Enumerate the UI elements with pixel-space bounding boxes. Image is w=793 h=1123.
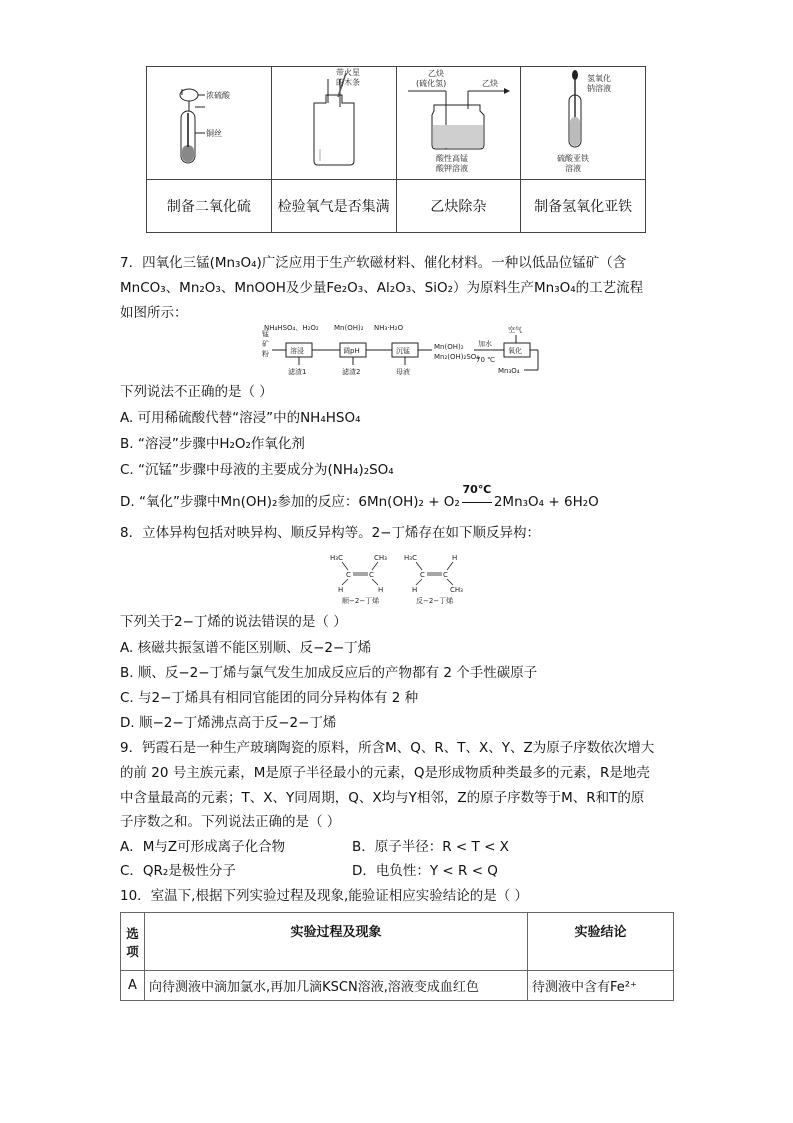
test-tube-dropper-icon [523, 67, 643, 175]
q7-stem: 下列说法不正确的是（ ） [120, 384, 273, 400]
flow-ore-3: 粉 [262, 350, 269, 358]
q7-process-flow-diagram [262, 322, 562, 380]
trans-c2: C [443, 571, 448, 579]
q8-stem: 下列关于2−丁烯的说法错误的是（ ） [120, 614, 347, 630]
apparatus-table [146, 66, 646, 233]
flow-step-precip: 沉锰 [396, 347, 410, 355]
label-naoh-2: 钠溶液 [587, 84, 612, 93]
flow-ore-1: 锰 [262, 330, 269, 338]
q9-option-a: A．M与Z可形成离子化合物 [120, 839, 286, 855]
cis-h1: H [338, 586, 344, 594]
label-feso4-2: 溶液 [565, 164, 582, 173]
trans-h1: H [452, 554, 458, 562]
flow-waste-2: 滤渣2 [342, 368, 361, 376]
label-kmno4-2: 酸钾溶液 [436, 164, 469, 173]
caption-feoh2: 制备氢氧化亚铁 [521, 180, 646, 233]
label-acetylene-in: 乙炔 [428, 69, 445, 78]
q7-line-2: MnCO₃、Mn₂O₃、MnOOH及少量Fe₂O₃、Al₂O₃、SiO₂）为原料生产Mn₃O₄的工艺流程 [120, 280, 644, 296]
flow-waste-1: 滤渣1 [288, 368, 307, 376]
label-stick-1: 带火星 [335, 68, 360, 77]
label-stick-2: 的木条 [335, 78, 360, 87]
apparatus-feoh2-cell [521, 67, 646, 180]
q9-option-c: C．QR₂是极性分子 [120, 863, 236, 879]
apparatus-so2-cell [147, 67, 272, 180]
q10-header-process: 实验过程及现象 [145, 913, 528, 971]
q10-header-option: 选项 [121, 913, 145, 971]
q10-header-row [121, 913, 674, 971]
gas-washing-bottle-icon [398, 67, 518, 175]
q7-option-d-arrow [460, 483, 494, 512]
q7-option-b: B. “溶浸”步骤中H₂O₂作氧化剂 [120, 436, 305, 452]
label-kmno4-1: 酸性高锰 [436, 154, 469, 163]
q9-line-2: 的前 20 号主族元素，M是原子半径最小的元素，Q是形成物质种类最多的元素，R是地壳 [120, 765, 650, 781]
label-h2s: (硫化氢) [416, 79, 447, 88]
flow-ore-2: 矿 [262, 340, 269, 348]
q9-option-d: D．电负性：Y < R < Q [352, 863, 498, 879]
q10-line-1: 10．室温下,根据下列实验过程及现象,能验证相应实验结论的是（ ） [120, 888, 529, 904]
q7-option-c: C. “沉锰”步骤中母液的主要成分为(NH₄)₂SO₄ [120, 462, 394, 478]
q9-line-4: 子序数之和。下列说法正确的是（ ） [120, 814, 341, 830]
trans-h3c: H₃C [404, 554, 417, 562]
flow-temp: 70 ℃ [476, 356, 495, 364]
caption-so2: 制备二氧化硫 [147, 180, 272, 233]
so2-apparatus-icon [149, 67, 269, 175]
flow-add-water: 加水 [478, 340, 492, 348]
trans-h2: H [412, 586, 418, 594]
q10-row-a-process: 向待测液中滴加氯水,再加几滴KSCN溶液,溶液变成血红色 [145, 971, 528, 1001]
flow-reagent-2: Mn(OH)₂ [334, 324, 364, 332]
q7-line-1: 7．四氧化三锰(Mn₃O₄)广泛应用于生产软磁材料、催化材料。一种以低品位锰矿（含 [120, 255, 627, 271]
q10-table [120, 912, 674, 1001]
q9-line-3: 中含量最高的元素；T、X、Y同周期，Q、X均与Y相邻，Z的原子序数等于M、R和T的原 [120, 790, 645, 806]
q7-option-a: A. 可用稀硫酸代替“溶浸”中的NH₄HSO₄ [120, 410, 361, 426]
q8-option-d: D. 顺−2−丁烯沸点高于反−2−丁烯 [120, 715, 337, 731]
label-feso4-1: 硫酸亚铁 [557, 154, 590, 163]
q7-option-d-left: D. “氧化”步骤中Mn(OH)₂参加的反应：6Mn(OH)₂ + O₂ [120, 494, 460, 510]
cis-h2: H [378, 586, 384, 594]
q7-option-d-condition: 70℃ [462, 483, 492, 496]
flow-step-leach: 溶浸 [290, 347, 304, 355]
flow-step-oxid: 氧化 [508, 347, 522, 355]
q8-option-b: B. 顺、反−2−丁烯与氯气发生加成反应后的产物都有 2 个手性碳原子 [120, 665, 538, 681]
q9-option-b: B．原子半径：R < T < X [352, 839, 509, 855]
cis-c1: C [346, 571, 351, 579]
flow-air: 空气 [508, 326, 522, 334]
flow-step-ph: 调pH [343, 347, 360, 355]
cis-c2: C [369, 571, 374, 579]
label-naoh-1: 氢氧化 [587, 74, 612, 83]
flow-mid-2: Mn₂(OH)₂SO₄ [434, 353, 480, 361]
q7-line-3: 如图所示： [120, 305, 188, 321]
q10-header-conclusion: 实验结论 [528, 913, 674, 971]
table-row [121, 971, 674, 1001]
q7-option-d [120, 483, 599, 512]
trans-label: 反−2−丁烯 [416, 597, 454, 605]
flow-mother-liquor: 母液 [396, 368, 410, 376]
flow-reagent-1: NH₄HSO₄、H₂O₂ [264, 324, 319, 332]
q8-option-c: C. 与2−丁烯具有相同官能团的同分异构体有 2 种 [120, 690, 419, 706]
q9-line-1: 9．钙霞石是一种生产玻璃陶瓷的原料，所含M、Q、R、T、X、Y、Z为原子序数依次增大 [120, 740, 655, 756]
caption-o2: 检验氧气是否集满 [271, 180, 396, 233]
q8-cis-trans-structures [326, 548, 476, 606]
q10-row-a-conclusion: 待测液中含有Fe²⁺ [528, 971, 674, 1001]
label-acetylene-out: 乙炔 [482, 79, 499, 88]
apparatus-acetylene-cell [396, 67, 521, 180]
apparatus-o2-cell [271, 67, 396, 180]
trans-c1: C [420, 571, 425, 579]
q8-option-a: A. 核磁共振氢谱不能区别顺、反−2−丁烯 [120, 640, 372, 656]
cis-ch3: CH₃ [374, 554, 387, 562]
flow-mid-1: Mn(OH)₂ [434, 343, 464, 351]
cis-h3c: H₃C [330, 554, 343, 562]
cis-label: 顺−2−丁烯 [342, 597, 380, 605]
o2-bottle-icon [274, 67, 394, 175]
label-conc-h2so4: 浓硫酸 [205, 91, 230, 100]
trans-ch3: CH₃ [450, 586, 463, 594]
flow-product: Mn₃O₄ [498, 367, 520, 375]
flow-reagent-3: NH₃·H₂O [374, 324, 404, 332]
q10-row-a-option: A [121, 971, 145, 1001]
caption-acetylene: 乙炔除杂 [396, 180, 521, 233]
label-cu-wire: 铜丝 [205, 129, 222, 138]
q8-line-1: 8．立体异构包括对映异构、顺反异构等。2−丁烯存在如下顺反异构： [120, 525, 540, 541]
q7-option-d-right: 2Mn₃O₄ + 6H₂O [493, 494, 599, 510]
